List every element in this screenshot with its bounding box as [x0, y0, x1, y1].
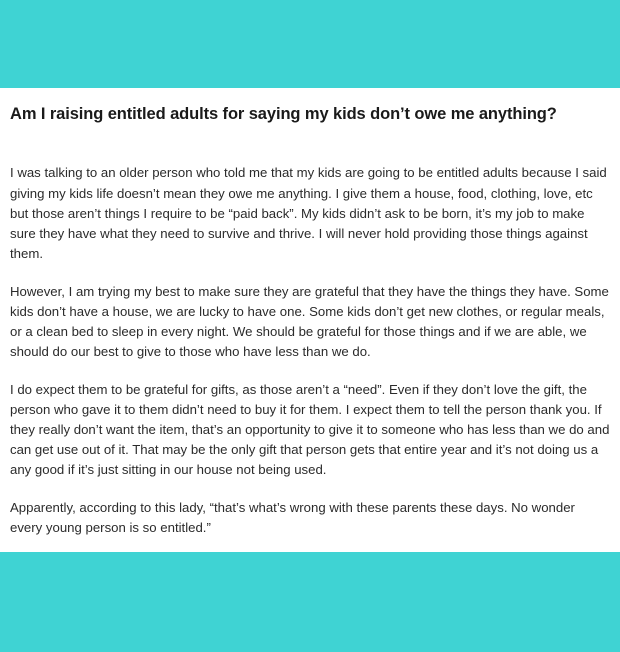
bottom-accent-band	[0, 552, 620, 652]
article-paragraph: However, I am trying my best to make sure they are grateful that they have the things they have. Some kids don’t have a house, we are lucky to have one. Some kids don’t get new clothes, or regular meals, or a clean bed to sleep in every night. We should be grateful for those things and if we are able, we should do our best to give to those who have less than we do.	[10, 283, 609, 359]
article-paragraph: I do expect them to be grateful for gifts, as those aren’t a “need”. Even if they don’t love the gift, the person who gave it to them didn’t need to buy it for them. I expect them to tell the person thank you. If they really don’t want the item, that’s an opportunity to give it to someone who has less than we do and can get use out of it. That may be the only gift that person gets that entire year and it’s not doing us a any good if it’s just sitting in our house not being used.	[10, 382, 610, 478]
article-paragraph: I was talking to an older person who told me that my kids are going to be entitled adults because I said giving my kids life doesn’t mean they owe me anything. I give them a house, food, clothing, love, etc but those aren’t things I require to be “paid back”. My kids didn’t ask to be born, it’s my job to make sure they have what they need to survive and thrive. I will never hold providing those things against them.	[10, 165, 607, 261]
page-title: Am I raising entitled adults for saying my kids don’t owe me anything?	[10, 105, 557, 123]
article-paragraph: Apparently, according to this lady, “that’s what’s wrong with these parents these days. No wonder every young person is so entitled.”	[10, 500, 575, 536]
article-card	[0, 88, 620, 552]
article-body	[10, 163, 610, 538]
top-accent-band	[0, 0, 620, 88]
